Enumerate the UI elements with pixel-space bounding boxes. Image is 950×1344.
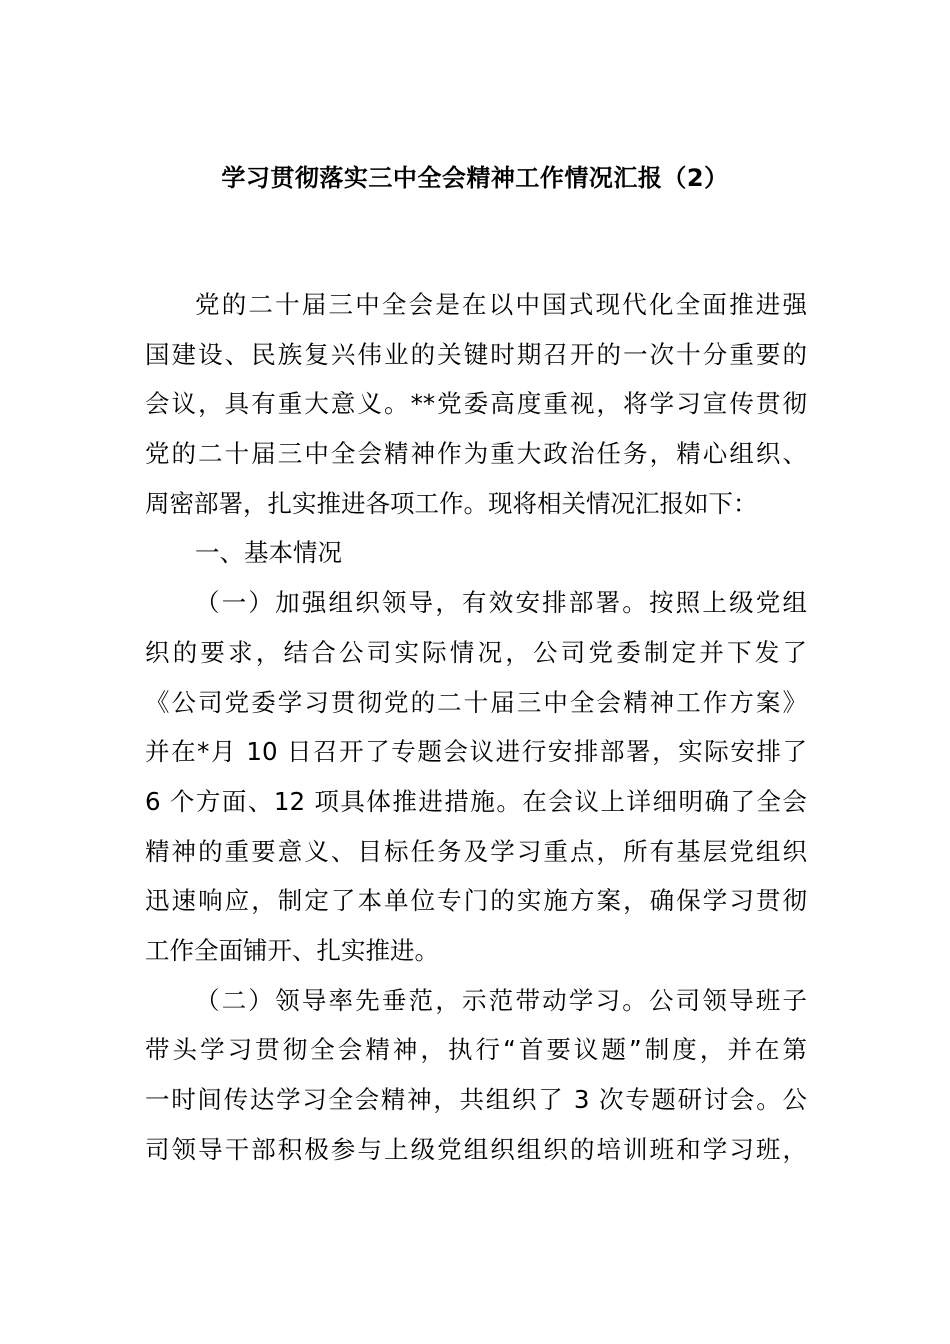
document-body <box>145 280 807 1174</box>
paragraph-line: （一）加强组织领导，有效安排部署。按照上级党组 <box>195 588 807 618</box>
document-title: 学习贯彻落实三中全会精神工作情况汇报（2） <box>221 164 729 192</box>
paragraph-line: 迅速响应，制定了本单位专门的实施方案，确保学习贯彻 <box>145 886 807 916</box>
paragraph-line: 6 个方面、12 项具体推进措施。在会议上详细明确了全会 <box>145 786 807 816</box>
paragraph-line: 工作全面铺开、扎实推进。 <box>145 935 439 965</box>
paragraph-line: 一时间传达学习全会精神，共组织了 3 次专题研讨会。公 <box>145 1085 807 1114</box>
section-heading: 一、基本情况 <box>195 538 342 568</box>
paragraph-line: 国建设、民族复兴伟业的关键时期召开的一次十分重要的 <box>145 339 807 369</box>
paragraph-line: 司领导干部积极参与上级党组织组织的培训班和学习班， <box>145 1134 807 1164</box>
paragraph-line: （二）领导率先垂范，示范带动学习。公司领导班子 <box>195 985 807 1015</box>
paragraph-line: 周密部署，扎实推进各项工作。现将相关情况汇报如下： <box>145 488 758 518</box>
paragraph-line: 党的二十届三中全会是在以中国式现代化全面推进强 <box>195 290 807 319</box>
paragraph-line: 会议，具有重大意义。**党委高度重视，将学习宣传贯彻 <box>145 389 807 419</box>
paragraph-line: 精神的重要意义、目标任务及学习重点，所有基层党组织 <box>145 836 807 866</box>
paragraph-line: 带头学习贯彻全会精神，执行“首要议题”制度，并在第 <box>145 1035 807 1065</box>
paragraph-line: 织的要求，结合公司实际情况，公司党委制定并下发了 <box>145 637 807 667</box>
paragraph-line: 党的二十届三中全会精神作为重大政治任务，精心组织、 <box>145 439 807 469</box>
paragraph-line: 并在*月 10 日召开了专题会议进行安排部署，实际安排了 <box>145 737 807 767</box>
paragraph-line: 《公司党委学习贯彻党的二十届三中全会精神工作方案》 <box>145 687 807 717</box>
